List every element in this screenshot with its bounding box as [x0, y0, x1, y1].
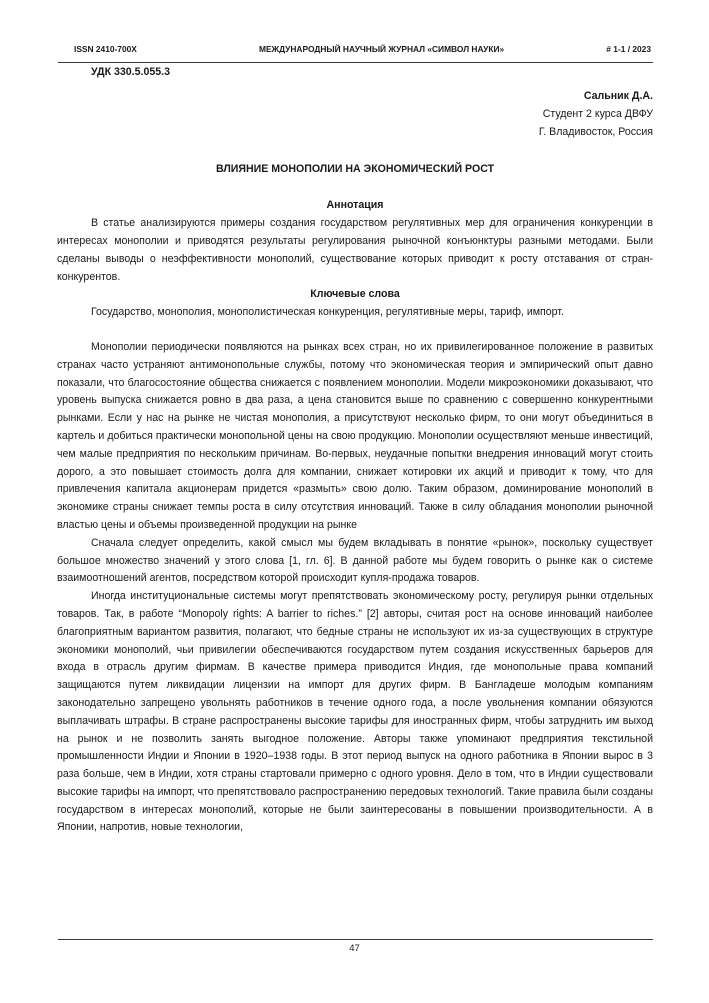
article-content: [57, 64, 653, 837]
body-paragraph: Сначала следует определить, какой смысл мы будем вкладывать в понятие «рынок», поскольку существует большое множество значений у этого слова [1, гл. 6]. В данной работе мы будем говорить о рынке как о системе взаимоотношений агентов, посредством которой происходит купля-продажа товаров.: [57, 536, 653, 585]
author-block: [57, 88, 653, 141]
udk-code: УДК 330.5.055.3: [91, 66, 170, 78]
article-title: ВЛИЯНИЕ МОНОПОЛИИ НА ЭКОНОМИЧЕСКИЙ РОСТ: [215, 163, 495, 176]
abstract-heading: Аннотация: [326, 199, 384, 212]
body-paragraph: Монополии периодически появляются на рынках всех стран, но их привилегированное положение в развитых странах часто устраняют антимонопольные службы, потому что экономическая теория и эмпирический опыт давно показали, что благосостояние общества снижается с появлением монополии. Модели микроэкономики доказывают, что уровень выпуска снижается ровно в два раза, а цена становится выше по сравнению с совершенно конкурентными рынками. Если у нас на рынке не чистая монополия, а присутствуют несколько фирм, то они могут объединиться в картель и добиться практически монопольной цены на свою продукцию. Монополии осуществляют меньше инвестиций, чем малые предприятия по нескольким причинам. Во-первых, неудачные попытки внедрения инноваций могут стоить дорого, а это повышает стоимость долга для компании, снижает котировки их акций и приводит к тому, что для привлечения капитала акционерам придется «размыть» свою долю. Таким образом, доминирование монополий в экономике страны снижает темпы роста в силу отсутствия инноваций. Также в силу обладания монополии рыночной властью цены и объемы произведенной продукции на рынке: [57, 340, 653, 531]
issn-label: ISSN 2410-700X: [74, 44, 137, 54]
footer-divider: [58, 939, 653, 940]
keywords-heading: Ключевые слова: [310, 288, 400, 301]
author-name: Сальник Д.А.: [583, 90, 653, 102]
abstract-text: В статье анализируются примеры создания государством регулятивных мер для ограничения конкуренции в интересах монополии и приводятся результаты регулирования рыночной конъюнктуры разными методами. Были сделаны выводы о неэффективности монополий, существование которых приводит к росту отставания от стран-конкурентов.: [57, 217, 653, 283]
body-paragraph: Иногда институциональные системы могут препятствовать экономическому росту, регулируя рынки отдельных товаров. Так, в работе “Monopoly rights: A barrier to riches.” [2] авторы, считая рост на основе инноваций наиболее благоприятным вариантом развития, полагают, что бедные страны не используют их из-за существующих в структуре экономики монополий, чьи привилегии обеспечиваются государством путем создания искусственных барьеров для входа в отрасль другим фирмам. В качестве примера приводится Индия, где монопольные права компаний защищаются путем ликвидации лицензии на импорт для других фирм. В Бангладеше молодым компаниям законодательно запрещено увольнять работников в течение одного года, а после увольнения компании обязуются выплачивать штрафы. В стране распространены высокие тарифы для иностранных фирм, чтобы затруднить им выход на рынок и не позволить занять выгодное положение. Авторы также упоминают предприятия текстильной промышленности Индии и Японии в 1920–1938 годы. В этот период выпуск на одного работника в Японии вырос в 3 раза больше, чем в Индии, хотя страны стартовали примерно с одного уровня. Дело в том, что в Индии существовали высокие тарифы на импорт, что препятствовало распространению передовых технологий. Такие правила были созданы государством в интересах монополий, которые не были заинтересованы в повышении производительности. А в Японии, напротив, новые технологии,: [57, 590, 653, 834]
issue-label: # 1-1 / 2023: [606, 44, 651, 54]
keywords-text: Государство, монополия, монополистическая конкуренция, регулятивные меры, тариф, импорт.: [91, 306, 564, 319]
page-number: 47: [349, 943, 360, 954]
journal-name: МЕЖДУНАРОДНЫЙ НАУЧНЫЙ ЖУРНАЛ «СИМВОЛ НАУКИ»: [258, 44, 505, 54]
author-location: Г. Владивосток, Россия: [538, 125, 653, 138]
author-position: Студент 2 курса ДВФУ: [542, 107, 653, 120]
running-header: [58, 44, 653, 63]
